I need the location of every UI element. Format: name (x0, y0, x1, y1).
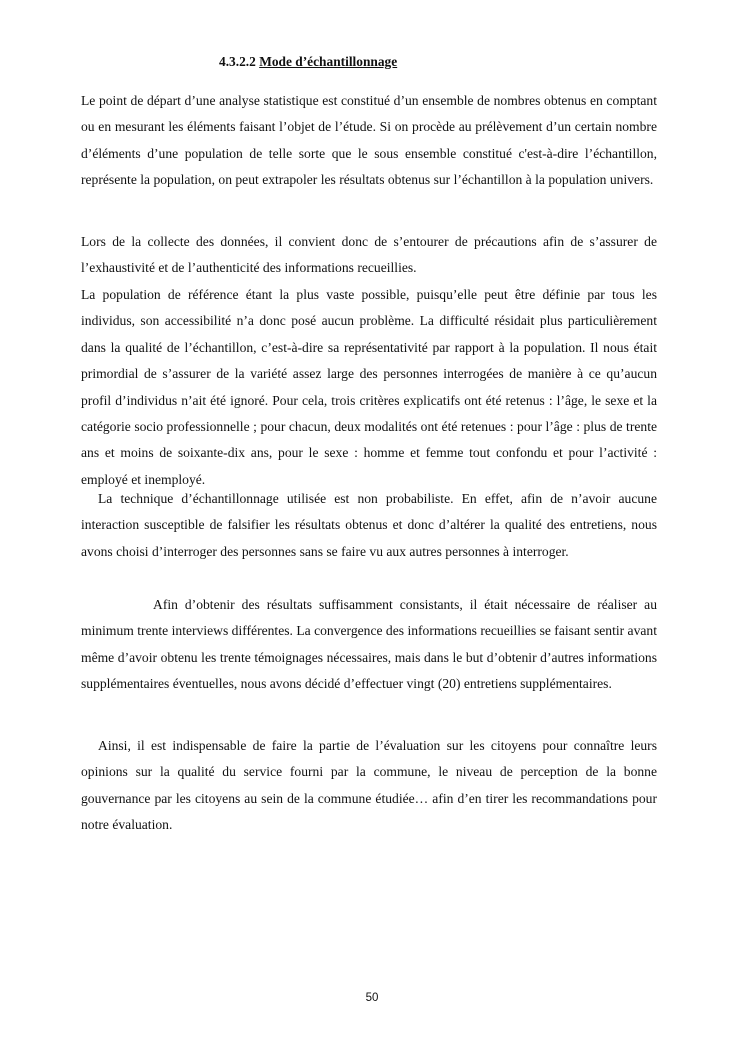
paragraph-sampling-technique: La technique d’échantillonnage utilisée est non probabiliste. En effet, afin de n’avoir aucune interaction susceptible de falsifier les résultats obtenus et donc d’altérer la qualité des entretiens, nous avons choisi d’interroger des personnes sans se faire vu aux autres personnes à interroger. (81, 491, 657, 559)
paragraph-data-collection: Lors de la collecte des données, il convient donc de s’entourer de précautions afin de s’assurer de l’exhaustivité et de l’authenticité des informations recueillies. (81, 234, 657, 276)
paragraph-interview-count: Afin d’obtenir des résultats suffisamment consistants, il était nécessaire de réaliser au minimum trente interviews différentes. La convergence des informations recueillies se faisant sentir avant même d’avoir obtenu les trente témoignages nécessaires, mais dans le but d’obtenir d’autres informations supplémentaires éventuelles, nous avons décidé d’effectuer vingt (20) entretiens supplémentaires. (81, 597, 657, 692)
page-number: 50 (365, 992, 379, 1004)
section-title: Mode d’échantillonnage (259, 54, 398, 69)
section-number: 4.3.2.2 (219, 54, 256, 69)
section-heading (219, 53, 397, 71)
paragraph-reference-population: La population de référence étant la plus vaste possible, puisqu’elle peut être définie par tous les individus, son accessibilité n’a donc posé aucun problème. La difficulté résidait plus particulièrement dans la qualité de l’échantillon, c’est-à-dire sa représentativité par rapport à la population. Il nous était primordial de s’assurer de la variété assez large des personnes interrogées de manière à ce qu’aucun profil d’individus n’ait été ignoré. Pour cela, trois critères explicatifs ont été retenus : l’âge, le sexe et la catégorie socio professionnelle ; pour chacun, deux modalités ont été retenues : pour l’âge : plus de trente ans et moins de soixante-dix ans, pour le sexe : homme et femme tout confondu et pour l’activité : employé et inemployé. (81, 287, 657, 487)
paragraph-statistical-analysis: Le point de départ d’une analyse statistique est constitué d’un ensemble de nombres obtenus en comptant ou en mesurant les éléments faisant l’objet de l’étude. Si on procède au prélèvement d’un certain nombre d’éléments d’une population de telle sorte que le sous ensemble constitué c'est-à-dire l’échantillon, représente la population, on peut extrapoler les résultats obtenus sur l’échantillon à la population univers. (81, 93, 657, 188)
paragraph-citizen-evaluation: Ainsi, il est indispensable de faire la partie de l’évaluation sur les citoyens pour connaître leurs opinions sur la qualité du service fourni par la commune, le niveau de perception de la bonne gouvernance par les citoyens au sein de la commune étudiée… afin d’en tirer les recommandations pour notre évaluation. (81, 738, 657, 833)
